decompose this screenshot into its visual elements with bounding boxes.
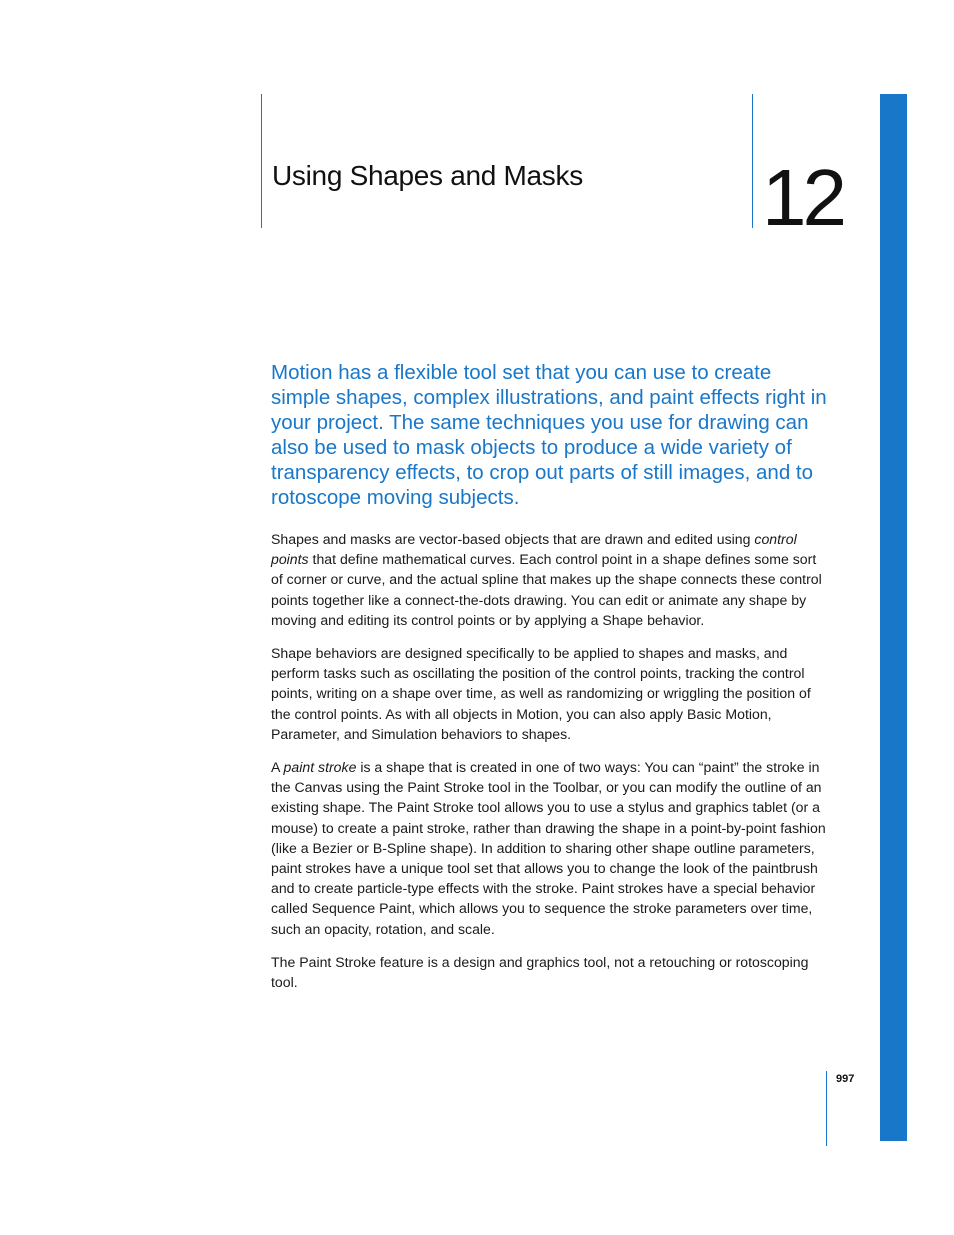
chapter-intro: Motion has a flexible tool set that you can use to create simple shapes, complex illustrations, and paint effects right in your project. The same techniques you use for drawing can also be used to mask objects to produce a wide variety of transparency effects, to crop out parts of still images, and to rotoscope moving subjects. xyxy=(271,361,827,509)
title-rule xyxy=(261,94,262,228)
paragraph-3-text-b: is a shape that is created in one of two ways: You can “paint” the stroke in the Canvas using the Paint Stroke tool in the Toolbar, or you can modify the outline of an existing shape. The Paint Stroke tool allows you to use a stylus and graphics tablet (or a mouse) to create a paint stroke, rather than drawing the shape in a point-by-point fashion (like a Bezier or B-Spline shape). In addition to sharing other shape outline parameters, paint strokes have a unique tool set that allows you to change the look of the paintbrush and to create particle-type effects with the stroke. Paint strokes have a special behavior called Sequence Paint, which allows you to sequence the stroke parameters over time, such an opacity, rotation, and scale. xyxy=(271,759,826,937)
term-paint-stroke: paint stroke xyxy=(283,759,357,776)
paragraph-1-text-a: Shapes and masks are vector-based objects that are drawn and edited using xyxy=(271,531,755,547)
chapter-side-tab xyxy=(880,94,907,1141)
paragraph-1 xyxy=(271,529,827,630)
term-control-points: control points xyxy=(271,531,797,568)
chapter-title: Using Shapes and Masks xyxy=(272,160,583,191)
paragraph-2: Shape behaviors are designed specifically to be applied to shapes and masks, and perform tasks such as oscillating the position of the control points, tracking the control points, writing on a shape over time, as well as randomizing or wriggling the position of the control points. As with all objects in Motion, you can also apply Basic Motion, Parameter, and Simulation behaviors to shapes. xyxy=(271,645,811,742)
paragraph-3 xyxy=(271,757,827,939)
paragraph-3-text-a: A xyxy=(271,759,284,776)
paragraph-4: The Paint Stroke feature is a design and graphics tool, not a retouching or rotoscoping tool. xyxy=(271,953,809,991)
paragraph-1-text-b: that define mathematical curves. Each control point in a shape defines some sort of corner or curve, and the actual spline that makes up the shape connects these control points together like a connect-the-dots drawing. You can edit or animate any shape by moving and editing its control points or by applying a Shape behavior. xyxy=(271,551,822,628)
chapter-number: 12 xyxy=(762,153,843,242)
chapter-number-rule xyxy=(752,94,753,228)
body-text xyxy=(271,529,827,1005)
footer-rule xyxy=(826,1071,827,1146)
page-number: 997 xyxy=(836,1073,855,1085)
